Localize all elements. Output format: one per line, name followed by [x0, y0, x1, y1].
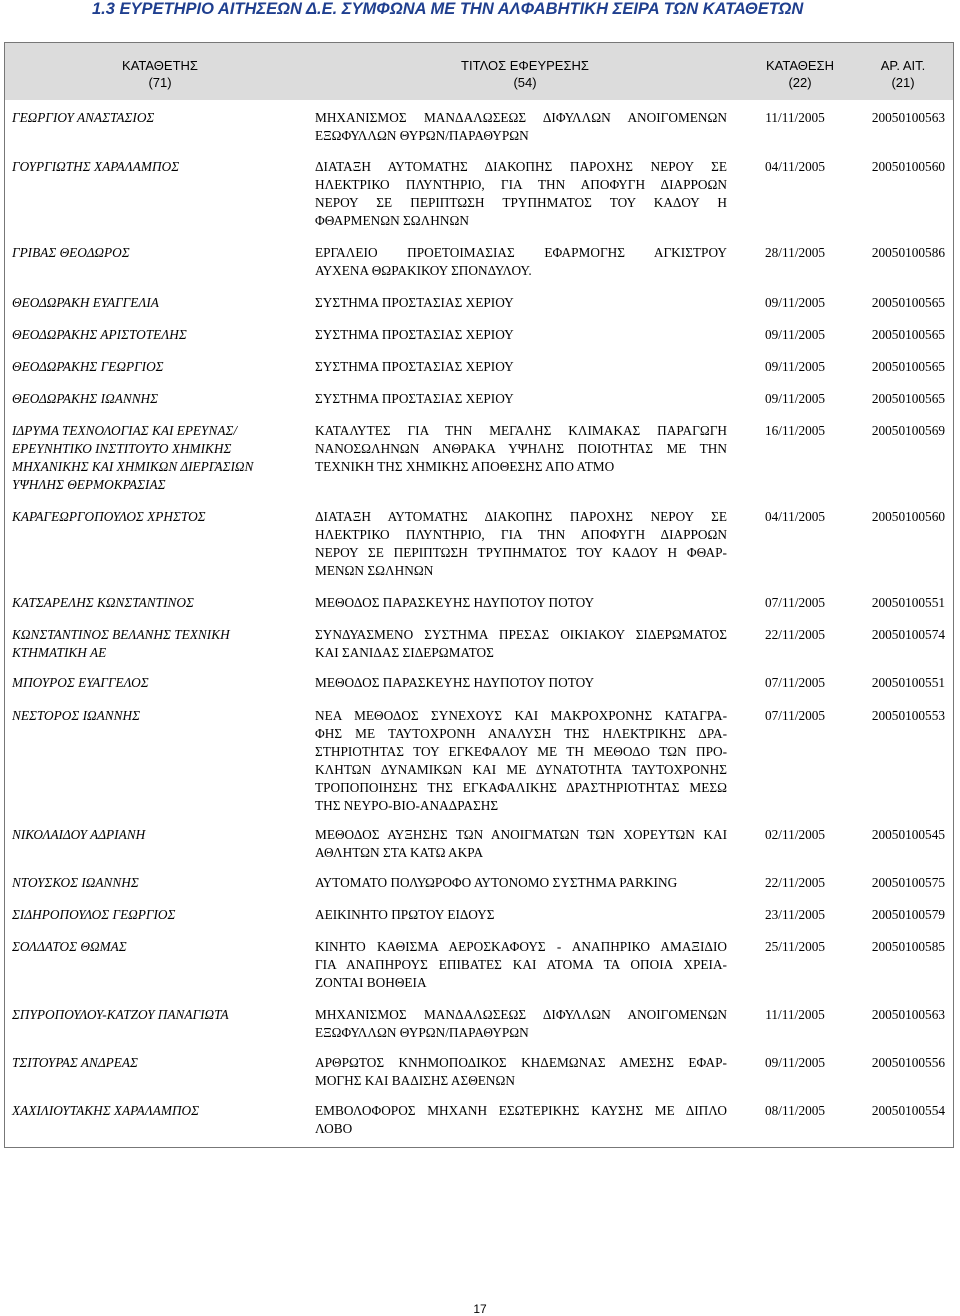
- applicant-name: ΧΑΧΙΛΙΟΥΤΑΚΗΣ ΧΑΡΑΛΑΜΠΟΣ: [12, 1103, 200, 1118]
- applicant-name: ΓΕΩΡΓΙΟΥ ΑΝΑΣΤΑΣΙΟΣ: [12, 110, 155, 125]
- application-number: 20050100554: [871, 1103, 945, 1118]
- filing-date: 28/11/2005: [764, 245, 826, 260]
- filing-date: 09/11/2005: [764, 391, 826, 406]
- applicant-name: ΣΟΛΔΑΤΟΣ ΘΩΜΑΣ: [12, 939, 127, 954]
- invention-title: ΜΕΘΟΔΟΣ ΠΑΡΑΣΚΕΥΗΣ ΗΔΥΠΟΤΟΥ ΠΟΤΟΥ: [315, 595, 595, 610]
- applicant-name: ΘΕΟΔΩΡΑΚΗ ΕΥΑΓΓΕΛΙΑ: [12, 295, 159, 310]
- application-number: 20050100563: [871, 110, 945, 125]
- invention-title: ΣΥΣΤΗΜΑ ΠΡΟΣΤΑΣΙΑΣ ΧΕΡΙΟΥ: [315, 359, 514, 374]
- filing-date: 22/11/2005: [764, 627, 826, 642]
- application-number: 20050100565: [871, 391, 945, 406]
- filing-date: 07/11/2005: [764, 595, 826, 610]
- invention-title: ΜΗΧΑΝΙΣΜΟΣ ΜΑΝΔΑΛΩΣΕΩΣ ΔΙΦΥΛΛΩΝ ΑΝΟΙΓΟΜΕΝΩΝ ΕΞΩΦΥΛΛΩΝ ΘΥΡΩΝ/ΠΑΡΑΘΥΡΩΝ: [315, 110, 727, 143]
- invention-title: ΔΙΑΤΑΞΗ ΑΥΤΟΜΑΤΗΣ ΔΙΑΚΟΠΗΣ ΠΑΡΟΧΗΣ ΝΕΡΟΥ ΣΕ ΗΛΕΚΤΡΙΚΟ ΠΛΥΝΤΗΡΙΟ, ΓΙΑ ΤΗΝ ΑΠΟΦΥΓΗ ΔΙΑΡΡΟΩΝ ΝΕΡΟΥ ΣΕ ΠΕΡΙΠΤΩΣΗ ΤΡΥΠΗΜΑΤΟΣ ΤΟΥ ΚΑΔΟΥ Η ΦΘΑΡ- ΜΕΝΩΝ ΣΩΛΗΝΩΝ: [315, 509, 727, 578]
- application-number: 20050100565: [871, 327, 945, 342]
- applicant-name: ΝΤΟΥΣΚΟΣ ΙΩΑΝΝΗΣ: [12, 875, 139, 890]
- application-number: 20050100556: [871, 1055, 945, 1070]
- applicant-name: ΘΕΟΔΩΡΑΚΗΣ ΙΩΑΝΝΗΣ: [12, 391, 159, 406]
- application-number: 20050100545: [871, 827, 945, 842]
- invention-title: ΝΕΑ ΜΕΘΟΔΟΣ ΣΥΝΕΧΟΥΣ ΚΑΙ ΜΑΚΡΟΧΡΟΝΗΣ ΚΑΤΑΓΡΑ- ΦΗΣ ΜΕ ΤΑΥΤΟΧΡΟΝΗ ΑΝΑΛΥΣΗ ΤΗΣ ΗΛΕΚΤΡΙΚΗΣ ΔΡΑ- ΣΤΗΡΙΟΤΗΤΑΣ ΤΟΥ ΕΓΚΕΦΑΛΟΥ ΜΕ ΤΗ ΜΕΘΟΔΟ ΤΩΝ ΠΡΟ- ΚΛΗΤΩΝ ΔΥΝΑΜΙΚΩΝ ΚΑΙ ΜΕ ΔΥΝΑΤΟΤΗΤΑ ΤΑΥΤΟΧΡΟΝΗΣ ΤΡΟΠΟΠΟΙΗΣΗΣ ΤΗΣ ΕΓΚΑΦΑΛΙΚΗΣ ΔΡΑΣΤΗΡΙΟΤΗΤΑΣ ΜΕΣΩ ΤΗΣ ΝΕΥΡΟ-ΒΙΟ-ΑΝΑΔΡΑΣΗΣ: [315, 708, 727, 813]
- applicant-name: ΣΠΥΡΟΠΟΥΛΟΥ-ΚΑΤΖΟΥ ΠΑΝΑΓΙΩΤΑ: [12, 1007, 229, 1022]
- applicant-name: ΝΙΚΟΛΑΙΔΟΥ ΑΔΡΙΑΝΗ: [12, 827, 146, 842]
- filing-date: 22/11/2005: [764, 875, 826, 890]
- filing-date: 11/11/2005: [765, 110, 825, 125]
- filing-date: 09/11/2005: [764, 359, 826, 374]
- table-header: [5, 43, 953, 100]
- filing-date: 25/11/2005: [764, 939, 826, 954]
- page-number: 17: [473, 1302, 487, 1316]
- applicant-name: ΤΣΙΤΟΥΡΑΣ ΑΝΔΡΕΑΣ: [12, 1055, 138, 1070]
- invention-title: ΚΑΤΑΛΥΤΕΣ ΓΙΑ ΤΗΝ ΜΕΓΑΛΗΣ ΚΛΙΜΑΚΑΣ ΠΑΡΑΓΩΓΗ ΝΑΝΟΣΩΛΗΝΩΝ ΑΝΘΡΑΚΑ ΥΨΗΛΗΣ ΠΟΙΟΤΗΤΑΣ ΜΕ ΤΗΝ ΤΕΧΝΙΚΗ ΤΗΣ ΧΗΜΙΚΗΣ ΑΠΟΘΕΣΗΣ ΑΠΟ ΑΤΜΟ: [315, 423, 727, 474]
- applicant-name: ΜΠΟΥΡΟΣ ΕΥΑΓΓΕΛΟΣ: [12, 675, 149, 690]
- filing-date: 07/11/2005: [764, 675, 826, 690]
- filing-date: 16/11/2005: [764, 423, 826, 438]
- applicant-name: ΘΕΟΔΩΡΑΚΗΣ ΓΕΩΡΓΙΟΣ: [12, 359, 164, 374]
- application-number: 20050100579: [871, 907, 945, 922]
- invention-title: ΑΥΤΟΜΑΤΟ ΠΟΛΥΩΡΟΦΟ ΑΥΤΟΝΟΜΟ ΣΥΣΤΗΜΑ PARKING: [315, 875, 678, 890]
- filing-date: 04/11/2005: [764, 509, 826, 524]
- application-number: 20050100586: [871, 245, 945, 260]
- invention-title: ΑΕΙΚΙΝΗΤΟ ΠΡΩΤΟΥ ΕΙΔΟΥΣ: [315, 907, 495, 922]
- application-number: 20050100560: [871, 159, 945, 174]
- invention-title: ΔΙΑΤΑΞΗ ΑΥΤΟΜΑΤΗΣ ΔΙΑΚΟΠΗΣ ΠΑΡΟΧΗΣ ΝΕΡΟΥ ΣΕ ΗΛΕΚΤΡΙΚΟ ΠΛΥΝΤΗΡΙΟ, ΓΙΑ ΤΗΝ ΑΠΟΦΥΓΗ ΔΙΑΡΡΟΩΝ ΝΕΡΟΥ ΣΕ ΠΕΡΙΠΤΩΣΗ ΤΡΥΠΗΜΑΤΟΣ ΤΟΥ ΚΑΔΟΥ Η ΦΘΑΡΜΕΝΩΝ ΣΩΛΗΝΩΝ: [315, 159, 727, 228]
- application-number: 20050100565: [871, 295, 945, 310]
- column-header-applicant: ΚΑΤΑΘΕΤΗΣ (71): [122, 58, 198, 90]
- column-header-application-number: ΑΡ. ΑΙΤ. (21): [880, 58, 926, 90]
- applicant-name: ΚΩΝΣΤΑΝΤΙΝΟΣ ΒΕΛΑΝΗΣ ΤΕΧΝΙΚΗ ΚΤΗΜΑΤΙΚΗ ΑΕ: [12, 627, 230, 660]
- invention-title: ΣΥΣΤΗΜΑ ΠΡΟΣΤΑΣΙΑΣ ΧΕΡΙΟΥ: [315, 327, 514, 342]
- filing-date: 04/11/2005: [764, 159, 826, 174]
- filing-date: 11/11/2005: [765, 1007, 825, 1022]
- invention-title: ΚΙΝΗΤΟ ΚΑΘΙΣΜΑ ΑΕΡΟΣΚΑΦΟΥΣ - ΑΝΑΠΗΡΙΚΟ ΑΜΑΞΙΔΙΟ ΓΙΑ ΑΝΑΠΗΡΟΥΣ ΕΠΙΒΑΤΕΣ ΚΑΙ ΑΤΟΜΑ ΤΑ ΟΠΟΙΑ ΧΡΕΙΑ- ΖΟΝΤΑΙ ΒΟΗΘΕΙΑ: [315, 939, 727, 990]
- invention-title: ΜΗΧΑΝΙΣΜΟΣ ΜΑΝΔΑΛΩΣΕΩΣ ΔΙΦΥΛΛΩΝ ΑΝΟΙΓΟΜΕΝΩΝ ΕΞΩΦΥΛΛΩΝ ΘΥΡΩΝ/ΠΑΡΑΘΥΡΩΝ: [315, 1007, 727, 1040]
- page-heading: 1.3 ΕΥΡΕΤΗΡΙΟ ΑΙΤΗΣΕΩΝ Δ.Ε. ΣΥΜΦΩΝΑ ΜΕ ΤΗΝ ΑΛΦΑΒΗΤΙΚΗ ΣΕΙΡΑ ΤΩΝ ΚΑΤΑΘΕΤΩΝ: [92, 0, 804, 18]
- application-number: 20050100551: [871, 595, 945, 610]
- invention-title: ΣΥΣΤΗΜΑ ΠΡΟΣΤΑΣΙΑΣ ΧΕΡΙΟΥ: [315, 391, 514, 406]
- invention-title: ΑΡΘΡΩΤΟΣ ΚΝΗΜΟΠΟΔΙΚΟΣ ΚΗΔΕΜΩΝΑΣ ΑΜΕΣΗΣ ΕΦΑΡ- ΜΟΓΗΣ ΚΑΙ ΒΑΔΙΣΗΣ ΑΣΘΕΝΩΝ: [315, 1055, 727, 1088]
- invention-title: ΕΜΒΟΛΟΦΟΡΟΣ ΜΗΧΑΝΗ ΕΣΩΤΕΡΙΚΗΣ ΚΑΥΣΗΣ ΜΕ ΔΙΠΛΟ ΛΟΒΟ: [315, 1103, 727, 1136]
- filing-date: 08/11/2005: [764, 1103, 826, 1118]
- application-number: 20050100551: [871, 675, 945, 690]
- applicant-name: ΓΟΥΡΓΙΩΤΗΣ ΧΑΡΑΛΑΜΠΟΣ: [12, 159, 180, 174]
- filing-date: 09/11/2005: [764, 327, 826, 342]
- application-number: 20050100560: [871, 509, 945, 524]
- applicant-name: ΘΕΟΔΩΡΑΚΗΣ ΑΡΙΣΤΟΤΕΛΗΣ: [12, 327, 187, 342]
- filing-date: 07/11/2005: [764, 708, 826, 723]
- filing-date: 09/11/2005: [764, 1055, 826, 1070]
- column-header-title: ΤΙΤΛΟΣ ΕΦΕΥΡΕΣΗΣ (54): [461, 58, 589, 90]
- invention-title: ΜΕΘΟΔΟΣ ΠΑΡΑΣΚΕΥΗΣ ΗΔΥΠΟΤΟΥ ΠΟΤΟΥ: [315, 675, 595, 690]
- filing-date: 23/11/2005: [764, 907, 826, 922]
- invention-title: ΕΡΓΑΛΕΙΟ ΠΡΟΕΤΟΙΜΑΣΙΑΣ ΕΦΑΡΜΟΓΗΣ ΑΓΚΙΣΤΡΟΥ ΑΥΧΕΝΑ ΘΩΡΑΚΙΚΟΥ ΣΠΟΝΔΥΛΟΥ.: [315, 245, 727, 278]
- application-number: 20050100553: [871, 708, 945, 723]
- invention-title: ΣΥΝΔΥΑΣΜΕΝΟ ΣΥΣΤΗΜΑ ΠΡΕΣΑΣ ΟΙΚΙΑΚΟΥ ΣΙΔΕΡΩΜΑΤΟΣ ΚΑΙ ΣΑΝΙΔΑΣ ΣΙΔΕΡΩΜΑΤΟΣ: [315, 627, 727, 660]
- application-number: 20050100575: [871, 875, 945, 890]
- application-number: 20050100585: [871, 939, 945, 954]
- applicant-name: ΝΕΣΤΟΡΟΣ ΙΩΑΝΝΗΣ: [12, 708, 141, 723]
- applicant-name: ΣΙΔΗΡΟΠΟΥΛΟΣ ΓΕΩΡΓΙΟΣ: [12, 907, 176, 922]
- patent-index-table: [4, 42, 954, 1148]
- filing-date: 09/11/2005: [764, 295, 826, 310]
- invention-title: ΜΕΘΟΔΟΣ ΑΥΞΗΣΗΣ ΤΩΝ ΑΝΟΙΓΜΑΤΩΝ ΤΩΝ ΧΟΡΕΥΤΩΝ ΚΑΙ ΑΘΛΗΤΩΝ ΣΤΑ ΚΑΤΩ ΑΚΡΑ: [315, 827, 727, 860]
- application-number: 20050100563: [871, 1007, 945, 1022]
- applicant-name: ΙΔΡΥΜΑ ΤΕΧΝΟΛΟΓΙΑΣ ΚΑΙ ΕΡΕΥΝΑΣ/ ΕΡΕΥΝΗΤΙΚΟ ΙΝΣΤΙΤΟΥΤΟ ΧΗΜΙΚΗΣ ΜΗΧΑΝΙΚΗΣ ΚΑΙ ΧΗΜΙΚΩΝ ΔΙΕΡΓΑΣΙΩΝ ΥΨΗΛΗΣ ΘΕΡΜΟΚΡΑΣΙΑΣ: [12, 423, 254, 492]
- column-header-filing-date: ΚΑΤΑΘΕΣΗ (22): [766, 58, 834, 90]
- application-number: 20050100569: [871, 423, 945, 438]
- invention-title: ΣΥΣΤΗΜΑ ΠΡΟΣΤΑΣΙΑΣ ΧΕΡΙΟΥ: [315, 295, 514, 310]
- applicant-name: ΓΡΙΒΑΣ ΘΕΟΔΩΡΟΣ: [12, 245, 130, 260]
- application-number: 20050100574: [871, 627, 945, 642]
- applicant-name: ΚΑΡΑΓΕΩΡΓΟΠΟΥΛΟΣ ΧΡΗΣΤΟΣ: [12, 509, 206, 524]
- applicant-name: ΚΑΤΣΑΡΕΛΗΣ ΚΩΝΣΤΑΝΤΙΝΟΣ: [12, 595, 194, 610]
- filing-date: 02/11/2005: [764, 827, 826, 842]
- application-number: 20050100565: [871, 359, 945, 374]
